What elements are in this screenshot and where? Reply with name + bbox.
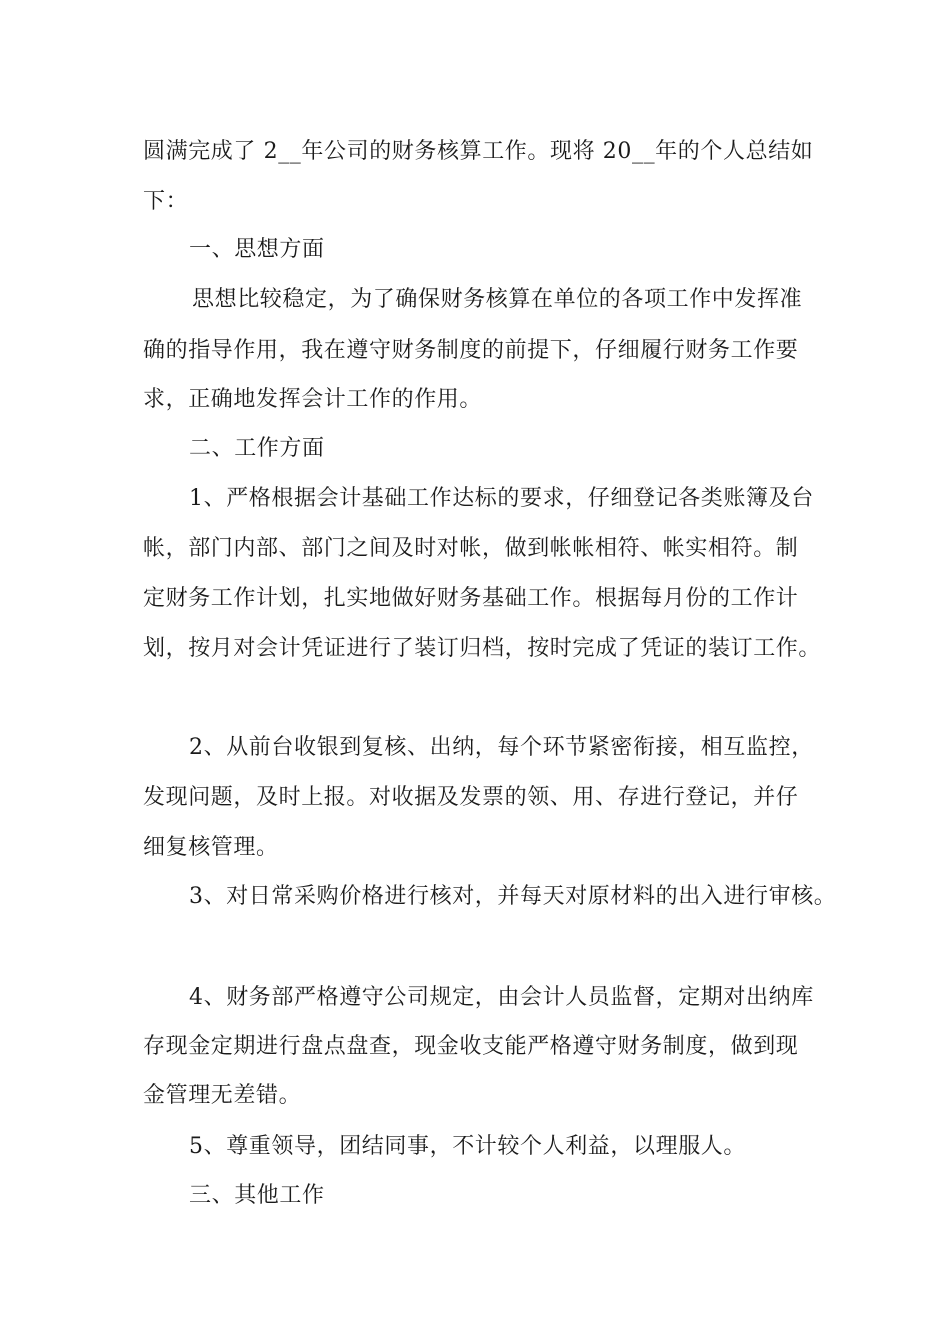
paragraph-line: 4、财务部严格遵守公司规定，由会计人员监督，定期对出纳库 — [189, 985, 814, 1010]
paragraph-line: 圆满完成了 2__年公司的财务核算工作。现将 20__年的个人总结如 — [143, 139, 814, 164]
paragraph-line: 2、从前台收银到复核、出纳，每个环节紧密衔接，相互监控， — [189, 735, 814, 760]
paragraph-line: 存现金定期进行盘点盘查，现金收支能严格遵守财务制度，做到现 — [143, 1034, 799, 1059]
section-heading: 一、思想方面 — [189, 237, 325, 262]
paragraph-line: 3、对日常采购价格进行核对，并每天对原材料的出入进行审核。 — [189, 884, 837, 909]
paragraph-line: 5、尊重领导，团结同事，不计较个人利益，以理服人。 — [189, 1134, 746, 1159]
section-heading: 三、其他工作 — [189, 1183, 325, 1208]
paragraph-line: 思想比较稳定，为了确保财务核算在单位的各项工作中发挥准 — [192, 287, 803, 312]
paragraph-line: 发现问题，及时上报。对收据及发票的领、用、存进行登记，并仔 — [143, 785, 799, 810]
paragraph-line: 划，按月对会计凭证进行了装订归档，按时完成了凭证的装订工作。 — [143, 636, 822, 661]
paragraph-line: 确的指导作用，我在遵守财务制度的前提下，仔细履行财务工作要 — [143, 338, 799, 363]
section-heading: 二、工作方面 — [189, 436, 325, 461]
paragraph-line: 1、严格根据会计基础工作达标的要求，仔细登记各类账簿及台 — [189, 486, 814, 511]
paragraph-line: 金管理无差错。 — [143, 1083, 302, 1108]
paragraph-line: 定财务工作计划，扎实地做好财务基础工作。根据每月份的工作计 — [143, 586, 799, 611]
paragraph-line: 求，正确地发挥会计工作的作用。 — [143, 387, 483, 412]
paragraph-line: 细复核管理。 — [143, 835, 279, 860]
paragraph-line: 下： — [143, 189, 189, 214]
paragraph-line: 帐，部门内部、部门之间及时对帐，做到帐帐相符、帐实相符。制 — [143, 536, 799, 561]
